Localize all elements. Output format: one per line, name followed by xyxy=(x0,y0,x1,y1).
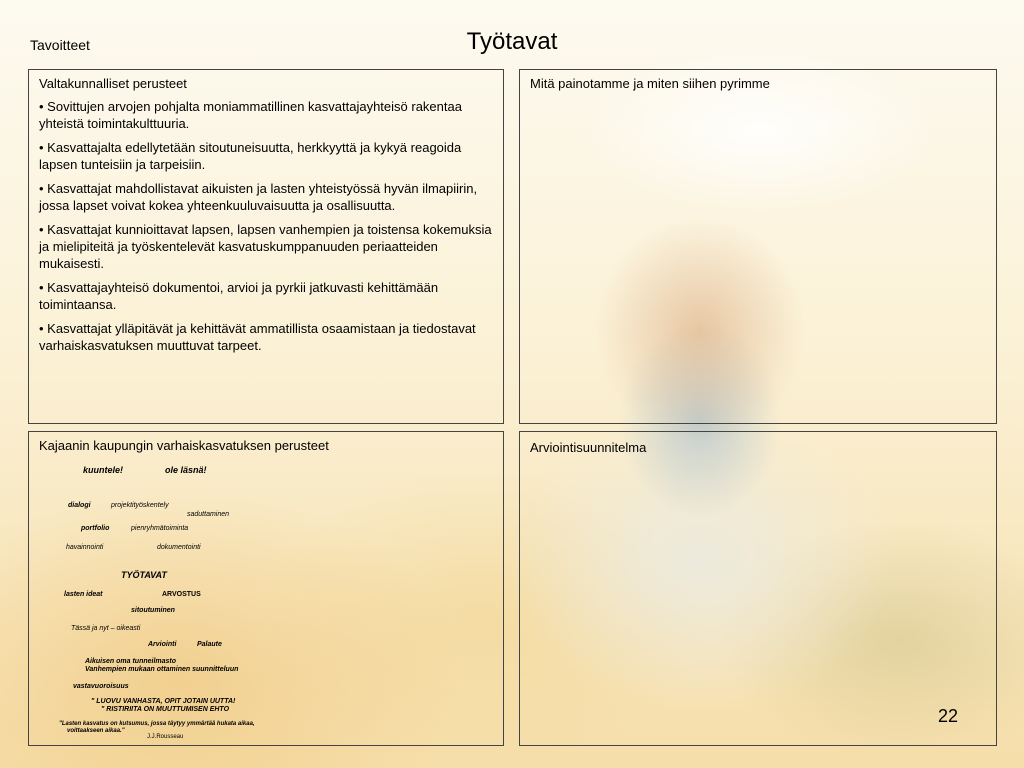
word-sitoutuminen: sitoutuminen xyxy=(131,607,175,614)
panel-emphasis xyxy=(519,69,997,424)
quote-author: J.J.Rousseau xyxy=(147,734,184,740)
bullet-item: • Kasvattajat kunnioittavat lapsen, lapsen vanhempien ja toistensa kokemuksia ja mielipiteitä ja työskentelevät kasvatuskumppanuuden periaatteiden mukaisesti. xyxy=(39,221,493,272)
word-luovu: " LUOVU VANHASTA, OPIT JOTAIN UUTTA! xyxy=(91,698,236,705)
bullet-item: • Kasvattajat ylläpitävät ja kehittävät ammatillista osaamistaan ja tiedostavat varhaiskasvatuksen muuttuvat tarpeet. xyxy=(39,320,493,354)
bullet-item: • Kasvattajalta edellytetään sitoutuneisuutta, herkkyyttä ja kykyä reagoida lapsen tunteisiin ja tarpeisiin. xyxy=(39,139,493,173)
word-arvostus: ARVOSTUS xyxy=(162,591,201,598)
panel-heading: Kajaanin kaupungin varhaiskasvatuksen perusteet xyxy=(39,438,329,453)
slide-tag: Tavoitteet xyxy=(30,37,90,53)
word-tassa-ja-nyt: Tässä ja nyt – oikeasti xyxy=(71,625,141,632)
word-ole-lasna: ole läsnä! xyxy=(165,465,207,475)
quote-line-2: voittaakseen aikaa." xyxy=(67,728,125,734)
word-kuuntele: kuuntele! xyxy=(83,465,124,475)
word-portfolio: portfolio xyxy=(81,525,110,532)
word-vanhempien: Vanhempien mukaan ottaminen suunnitteluun xyxy=(85,666,239,673)
word-arviointi: Arviointi xyxy=(148,641,177,648)
panel-heading: Valtakunnalliset perusteet xyxy=(39,76,187,91)
bullet-item: • Sovittujen arvojen pohjalta moniammatillinen kasvattajayhteisö rakentaa yhteistä toimintakulttuuria. xyxy=(39,98,493,132)
panel-kajaani-guidelines xyxy=(28,431,504,746)
word-aikuisen: Aikuisen oma tunneilmasto xyxy=(85,658,177,665)
word-lasten-ideat: lasten ideat xyxy=(64,591,103,598)
bullet-item: • Kasvattajat mahdollistavat aikuisten ja lasten yhteistyössä hyvän ilmapiirin, jossa lapset voivat kokea yhteenkuuluvaisuutta ja osallisuutta. xyxy=(39,180,493,214)
word-dokumentointi: dokumentointi xyxy=(157,544,201,551)
word-pienryhmatoiminta: pienryhmätoiminta xyxy=(131,525,189,532)
word-havainnointi: havainnointi xyxy=(66,544,104,551)
panel-evaluation-plan xyxy=(519,431,997,746)
bullet-item: • Kasvattajayhteisö dokumentoi, arvioi ja pyrkii jatkuvasti kehittämään toimintaansa. xyxy=(39,279,493,313)
word-ristiriita: " RISTIRIITA ON MUUTTUMISEN EHTO xyxy=(101,706,230,713)
word-tyotavat: TYÖTAVAT xyxy=(121,570,167,580)
word-projektityoskentely: projektityöskentely xyxy=(111,502,169,509)
panel-national-guidelines xyxy=(28,69,504,424)
panel-heading: Arviointisuunnitelma xyxy=(530,440,647,455)
word-vastavuoroisuus: vastavuoroisuus xyxy=(73,683,129,690)
quote-line-1: "Lasten kasvatus on kutsumus, jossa täytyy ymmärtää hukata aikaa, xyxy=(59,721,255,727)
word-saduttaminen: saduttaminen xyxy=(187,511,230,518)
word-map xyxy=(29,432,503,745)
page-number: 22 xyxy=(938,706,959,726)
word-palaute: Palaute xyxy=(197,641,222,648)
panel-heading: Mitä painotamme ja miten siihen pyrimme xyxy=(530,76,770,91)
slide-title: Työtavat xyxy=(466,28,558,55)
word-dialogi: dialogi xyxy=(68,502,91,509)
